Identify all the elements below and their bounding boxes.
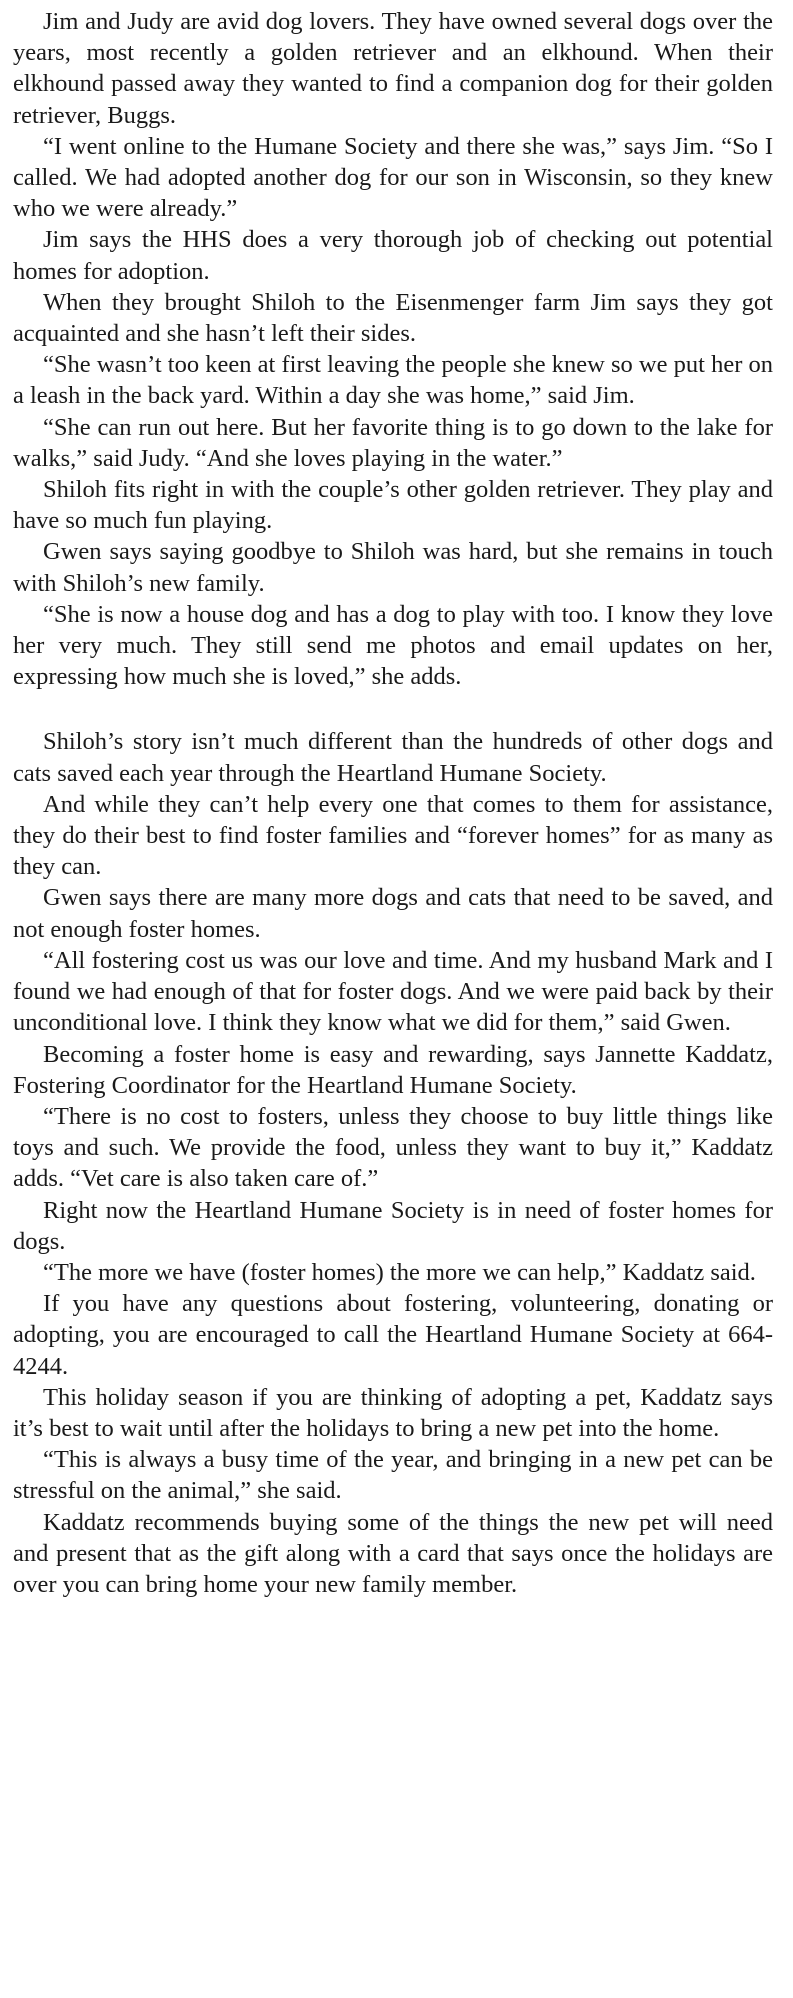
section-break (13, 692, 773, 726)
paragraph: Right now the Heartland Humane Society is in need of foster homes for dogs. (13, 1196, 773, 1255)
paragraph: And while they can’t help every one that comes to them for assistance, they do their best to find foster families and “forever homes” for as many as they can. (13, 790, 773, 881)
article-section-2 (13, 726, 773, 1600)
paragraph: Kaddatz recommends buying some of the things the new pet will need and present that as the gift along with a card that says once the holidays are over you can bring home your new family member. (13, 1508, 773, 1598)
paragraph: “She can run out here. But her favorite thing is to go down to the lake for walks,” said Judy. “And she loves playing in the water.” (13, 413, 773, 472)
paragraph: “She is now a house dog and has a dog to play with too. I know they love her very much. They still send me photos and email updates on her, expressing how much she is loved,” she adds. (13, 600, 773, 691)
paragraph: Shiloh’s story isn’t much different than the hundreds of other dogs and cats saved each year through the Heartland Humane Society. (13, 728, 773, 787)
paragraph: “She wasn’t too keen at first leaving the people she knew so we put her on a leash in the back yard. Within a day she was home,” said Jim. (13, 351, 773, 410)
paragraph: This holiday season if you are thinking of adopting a pet, Kaddatz says it’s best to wait until after the holidays to bring a new pet into the home. (13, 1383, 773, 1442)
paragraph: “I went online to the Humane Society and there she was,” says Jim. “So I called. We had adopted another dog for our son in Wisconsin, so they knew who we were already.” (13, 132, 773, 223)
paragraph: Shiloh fits right in with the couple’s other golden retriever. They play and have so much fun playing. (13, 476, 773, 535)
paragraph: “There is no cost to fosters, unless they choose to buy little things like toys and such. We provide the food, unless they want to buy it,” Kaddatz adds. “Vet care is also taken care of.” (13, 1102, 773, 1193)
paragraph: “This is always a busy time of the year, and bringing in a new pet can be stressful on the animal,” she said. (13, 1446, 773, 1505)
paragraph: Gwen says there are many more dogs and cats that need to be saved, and not enough foster homes. (13, 884, 773, 943)
paragraph: Becoming a foster home is easy and rewarding, says Jannette Kaddatz, Fostering Coordinator for the Heartland Humane Society. (13, 1040, 773, 1099)
paragraph: “All fostering cost us was our love and time. And my husband Mark and I found we had enough of that for foster dogs. And we were paid back by their unconditional love. I think they know what we did for them,” said Gwen. (13, 946, 773, 1037)
paragraph: Jim and Judy are avid dog lovers. They have owned several dogs over the years, most recently a golden retriever and an elkhound. When their elkhound passed away they wanted to find a companion dog for their golden retriever, Buggs. (13, 8, 773, 129)
paragraph: Gwen says saying goodbye to Shiloh was hard, but she remains in touch with Shiloh’s new family. (13, 538, 773, 597)
paragraph: If you have any questions about fostering, volunteering, donating or adopting, you are encouraged to call the Heartland Humane Society at 664-4244. (13, 1290, 773, 1380)
paragraph: Jim says the HHS does a very thorough job of checking out potential homes for adoption. (13, 226, 773, 285)
paragraph: “The more we have (foster homes) the more we can help,” Kaddatz said. (43, 1258, 756, 1286)
article-section-1 (13, 6, 773, 692)
paragraph: When they brought Shiloh to the Eisenmenger farm Jim says they got acquainted and she hasn’t left their sides. (13, 288, 773, 348)
